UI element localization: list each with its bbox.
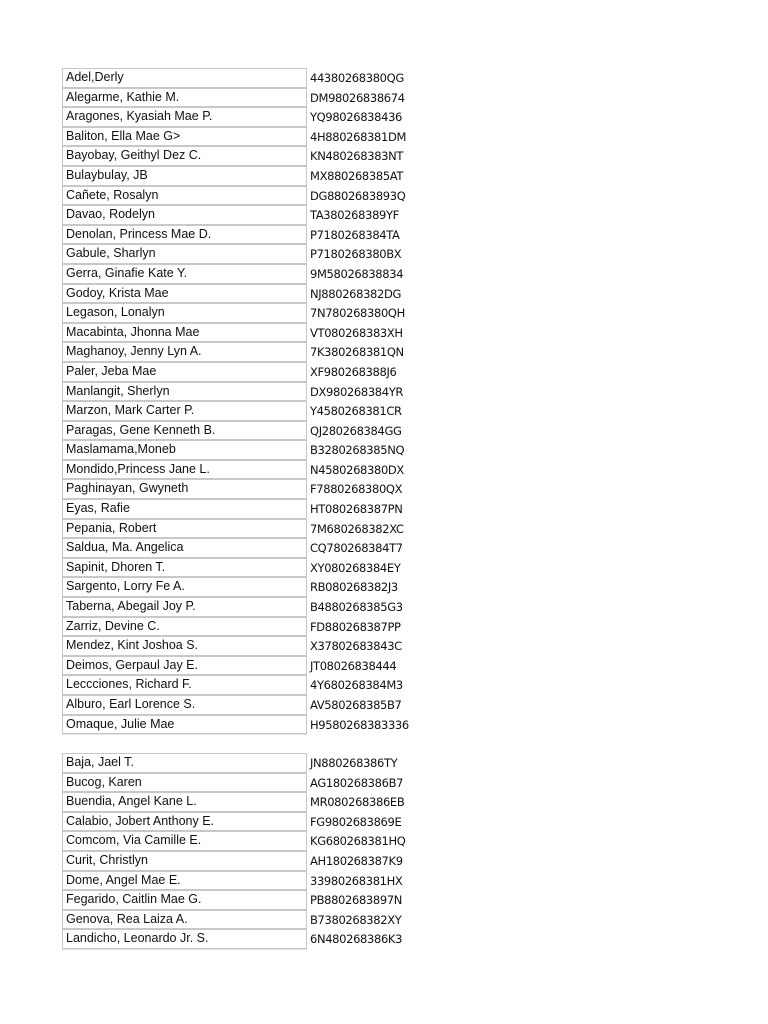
student-code: KG680268381HQ [310, 834, 406, 849]
roster-row [62, 107, 422, 127]
student-name-cell: Mendez, Kint Joshoa S. [62, 636, 307, 656]
student-code: 7K380268381QN [310, 345, 404, 360]
student-code: B7380268382XY [310, 912, 402, 927]
roster-row [62, 303, 422, 323]
student-code: DX980268384YR [310, 384, 404, 399]
roster-row [62, 401, 422, 421]
roster-row [62, 244, 422, 264]
roster-row [62, 831, 422, 851]
student-name-cell: Sargento, Lorry Fe A. [62, 577, 307, 597]
student-name-cell: Buendia, Angel Kane L. [62, 792, 307, 812]
student-code: 9M58026838834 [310, 266, 404, 281]
student-code: 33980268381HX [310, 873, 403, 888]
student-name-cell: Baliton, Ella Mae G> [62, 127, 307, 147]
student-name-cell: Alegarme, Kathie M. [62, 88, 307, 108]
student-name-cell: Curit, Christlyn [62, 851, 307, 871]
roster-row [62, 675, 422, 695]
student-name-cell: Aragones, Kyasiah Mae P. [62, 107, 307, 127]
student-code: N4580268380DX [310, 462, 404, 477]
roster-row [62, 127, 422, 147]
roster-row [62, 479, 422, 499]
student-code: NJ880268382DG [310, 286, 402, 301]
roster-row [62, 342, 422, 362]
student-name-cell: Baja, Jael T. [62, 753, 307, 773]
student-code: HT080268387PN [310, 502, 403, 517]
roster-row [62, 519, 422, 539]
student-code: DG8802683893Q [310, 188, 406, 203]
student-code: MR080268386EB [310, 795, 405, 810]
roster-row [62, 284, 422, 304]
student-name-cell: Gabule, Sharlyn [62, 244, 307, 264]
student-name-cell: Davao, Rodelyn [62, 205, 307, 225]
roster-row [62, 88, 422, 108]
roster-row [62, 871, 422, 891]
roster-row [62, 323, 422, 343]
student-code: RB080268382J3 [310, 580, 398, 595]
student-name-cell: Bucog, Karen [62, 773, 307, 793]
roster-row [62, 929, 422, 949]
roster-block-1 [62, 68, 422, 734]
student-code: F7880268380QX [310, 482, 403, 497]
student-code: DM98026838674 [310, 90, 405, 105]
student-code: FG9802683869E [310, 814, 402, 829]
student-name-cell: Leccciones, Richard F. [62, 675, 307, 695]
student-name-cell: Macabinta, Jhonna Mae [62, 323, 307, 343]
student-code: FD880268387PP [310, 619, 401, 634]
roster-row [62, 146, 422, 166]
student-name-cell: Deimos, Gerpaul Jay E. [62, 656, 307, 676]
roster-block-2 [62, 753, 422, 949]
roster-row [62, 597, 422, 617]
student-name-cell: Taberna, Abegail Joy P. [62, 597, 307, 617]
student-code: 7M680268382XC [310, 521, 404, 536]
student-name-cell: Paragas, Gene Kenneth B. [62, 421, 307, 441]
student-code: X37802683843C [310, 639, 402, 654]
student-code: 7N780268380QH [310, 306, 405, 321]
student-name-cell: Marzon, Mark Carter P. [62, 401, 307, 421]
student-code: 4H880268381DM [310, 129, 407, 144]
student-code: Y4580268381CR [310, 404, 402, 419]
student-code: JT08026838444 [310, 658, 397, 673]
student-code: CQ780268384T7 [310, 541, 403, 556]
student-code: YQ98026838436 [310, 110, 403, 125]
roster-row [62, 460, 422, 480]
student-name-cell: Omaque, Julie Mae [62, 715, 307, 735]
roster-row [62, 264, 422, 284]
student-name-cell: Mondido,Princess Jane L. [62, 460, 307, 480]
student-name-cell: Saldua, Ma. Angelica [62, 538, 307, 558]
student-code: PB8802683897N [310, 893, 403, 908]
roster-row [62, 499, 422, 519]
student-code: 6N480268386K3 [310, 932, 403, 947]
roster-row [62, 851, 422, 871]
roster-row [62, 362, 422, 382]
student-name-cell: Godoy, Krista Mae [62, 284, 307, 304]
roster-row [62, 656, 422, 676]
student-name-cell: Eyas, Rafie [62, 499, 307, 519]
student-code: AH180268387K9 [310, 853, 403, 868]
student-name-cell: Gerra, Ginafie Kate Y. [62, 264, 307, 284]
roster-row [62, 636, 422, 656]
student-name-cell: Denolan, Princess Mae D. [62, 225, 307, 245]
roster-row [62, 695, 422, 715]
roster-row [62, 440, 422, 460]
student-name-cell: Zarriz, Devine C. [62, 617, 307, 637]
student-name-cell: Sapinit, Dhoren T. [62, 558, 307, 578]
roster-row [62, 421, 422, 441]
student-code: XY080268384EY [310, 560, 401, 575]
student-name-cell: Bulaybulay, JB [62, 166, 307, 186]
student-name-cell: Alburo, Earl Lorence S. [62, 695, 307, 715]
student-name-cell: Paler, Jeba Mae [62, 362, 307, 382]
roster-row [62, 205, 422, 225]
roster-row [62, 910, 422, 930]
student-code: MX880268385AT [310, 168, 404, 183]
roster-row [62, 225, 422, 245]
roster-row [62, 558, 422, 578]
student-code: H9580268383336 [310, 717, 409, 732]
student-name-cell: Paghinayan, Gwyneth [62, 479, 307, 499]
student-name-cell: Bayobay, Geithyl Dez C. [62, 146, 307, 166]
student-code: VT080268383XH [310, 325, 403, 340]
student-code: AG180268386B7 [310, 775, 404, 790]
student-code: B3280268385NQ [310, 443, 405, 458]
roster-row [62, 812, 422, 832]
student-name-cell: Manlangit, Sherlyn [62, 382, 307, 402]
student-name-cell: Genova, Rea Laiza A. [62, 910, 307, 930]
roster-row [62, 577, 422, 597]
student-name-cell: Pepania, Robert [62, 519, 307, 539]
student-name-cell: Cañete, Rosalyn [62, 186, 307, 206]
roster-row [62, 382, 422, 402]
student-code: QJ280268384GG [310, 423, 402, 438]
roster-row [62, 890, 422, 910]
student-name-cell: Maghanoy, Jenny Lyn A. [62, 342, 307, 362]
student-code: B4880268385G3 [310, 600, 403, 615]
student-code: AV580268385B7 [310, 698, 402, 712]
roster-row [62, 792, 422, 812]
roster-row [62, 753, 422, 773]
student-code: P7180268380BX [310, 247, 402, 262]
student-name-cell: Comcom, Via Camille E. [62, 831, 307, 851]
student-code: 44380268380QG [310, 71, 404, 85]
student-name-cell: Fegarido, Caitlin Mae G. [62, 890, 307, 910]
student-code: P7180268384TA [310, 227, 400, 242]
roster-row [62, 186, 422, 206]
student-name-cell: Landicho, Leonardo Jr. S. [62, 929, 307, 949]
roster-row [62, 68, 422, 88]
roster-row [62, 538, 422, 558]
roster-row [62, 715, 422, 735]
student-code: KN480268383NT [310, 149, 404, 164]
student-name-cell: Calabio, Jobert Anthony E. [62, 812, 307, 832]
student-code: XF980268388J6 [310, 364, 397, 379]
roster-row [62, 773, 422, 793]
roster-row [62, 617, 422, 637]
student-name-cell: Dome, Angel Mae E. [62, 871, 307, 891]
student-code: TA380268389YF [310, 208, 399, 223]
student-name-cell: Adel,Derly [62, 68, 307, 88]
student-code: 4Y680268384M3 [310, 678, 403, 693]
student-name-cell: Maslamama,Moneb [62, 440, 307, 460]
roster-row [62, 166, 422, 186]
student-code: JN880268386TY [310, 756, 398, 770]
student-name-cell: Legason, Lonalyn [62, 303, 307, 323]
